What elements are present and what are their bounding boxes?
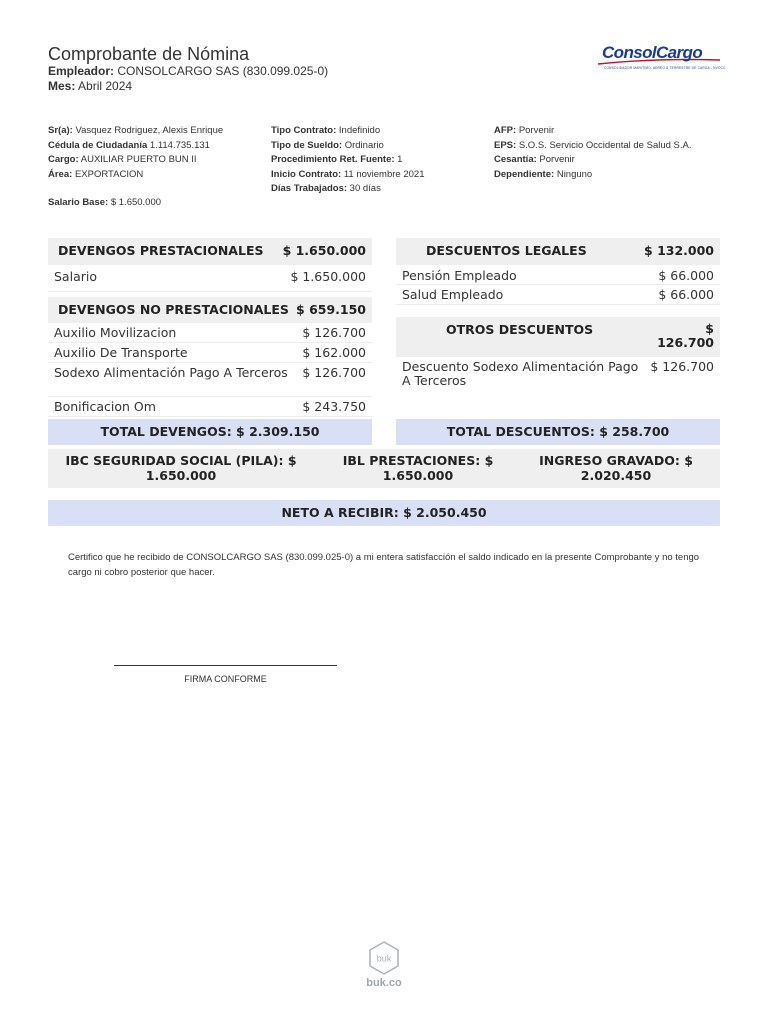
employer-label: Empleador: (48, 64, 115, 78)
net-pay: NETO A RECIBIR: $ 2.050.450 (48, 500, 720, 526)
buk-logo-icon (366, 940, 402, 976)
list-item: Bonificacion Om $ 243.750 (48, 397, 372, 417)
month-value: Abril 2024 (78, 79, 133, 93)
base-salary (48, 196, 161, 211)
info-row: EPS: S.O.S. Servicio Occidental de Salud S.A. (494, 139, 692, 151)
base-salary-label: Salario Base: (48, 197, 109, 208)
employee-info-col-2 (271, 124, 424, 197)
info-row: Cédula de Ciudadanía 1.114.735.131 (48, 139, 210, 151)
ibc-summary: IBC SEGURIDAD SOCIAL (PILA): $ 1.650.000 (65, 453, 297, 483)
employer-line (48, 64, 328, 78)
info-row: Dependiente: Ninguno (494, 168, 593, 180)
month-label: Mes: (48, 79, 76, 93)
total-descuentos: TOTAL DESCUENTOS: $ 258.700 (396, 419, 720, 445)
info-row: Tipo Contrato: Indefinido (271, 125, 381, 136)
certification-text: Certifico que he recibido de CONSOLCARGO SAS (830.099.025-0) a mi entera satisfacción el saldo indicado en la presente Comprobante y no tengo cargo ni cobro posterior que hacer. (68, 552, 700, 578)
company-logo (596, 43, 726, 74)
devengos-no-prestacionales-header: DEVENGOS NO PRESTACIONALES $ 659.150 (48, 297, 372, 323)
employee-info-col-1 (48, 124, 223, 182)
info-row: Cargo: AUXILIAR PUERTO BUN II (48, 154, 197, 165)
list-item: Sodexo Alimentación Pago A Terceros $ 126.700 (48, 363, 372, 397)
list-item: Auxilio Movilizacion $ 126.700 (48, 323, 372, 343)
signature-line (114, 665, 337, 666)
summary-bar (48, 449, 720, 488)
list-item: Descuento Sodexo Alimentación Pago A Terceros $ 126.700 (402, 359, 714, 388)
list-item: Salario $ 1.650.000 (48, 265, 372, 292)
logo-text: ConsolCargo (602, 43, 703, 62)
descuentos-legales-header: DESCUENTOS LEGALES $ 132.000 (396, 238, 720, 265)
info-row: Procedimiento Ret. Fuente: 1 (271, 154, 403, 165)
ibl-summary: IBL PRESTACIONES: $ 1.650.000 (342, 453, 494, 483)
total-devengos: TOTAL DEVENGOS: $ 2.309.150 (48, 419, 372, 445)
devengos-prestacionales-header: DEVENGOS PRESTACIONALES $ 1.650.000 (48, 238, 372, 265)
employer-value: CONSOLCARGO SAS (830.099.025-0) (117, 64, 329, 78)
logo-tagline: CONSOLIDADOR MARITIMO, AEREO & TERRESTRE DE CARGA - NVOCC (604, 66, 726, 70)
base-salary-value: $ 1.650.000 (110, 197, 162, 208)
signature-label: FIRMA CONFORME (184, 674, 267, 684)
otros-descuentos-header: OTROS DESCUENTOS $ 126.700 (396, 317, 720, 357)
info-row: Días Trabajados: 30 días (271, 183, 381, 194)
descuentos-panel (396, 238, 720, 393)
list-item: Salud Empleado $ 66.000 (396, 285, 720, 305)
info-row: Tipo de Sueldo: Ordinario (271, 139, 384, 151)
gravado-summary: INGRESO GRAVADO: $ 2.020.450 (539, 453, 693, 483)
employee-info-col-3 (494, 124, 692, 182)
footer-site: buk.co (366, 977, 402, 989)
info-row: Inicio Contrato: 11 noviembre 2021 (271, 168, 425, 180)
info-row: AFP: Porvenir (494, 125, 555, 136)
svg-text:buk: buk (376, 953, 392, 964)
list-item: Auxilio De Transporte $ 162.000 (48, 343, 372, 363)
list-item: Pensión Empleado $ 66.000 (396, 265, 720, 285)
info-row: Área: EXPORTACION (48, 168, 144, 180)
month-line (48, 79, 132, 93)
page-title: Comprobante de Nómina (48, 44, 250, 64)
info-row: Sr(a): Vasquez Rodriguez, Alexis Enrique (48, 125, 224, 136)
devengos-panel (48, 238, 372, 417)
info-row: Cesantía: Porvenir (494, 154, 575, 165)
